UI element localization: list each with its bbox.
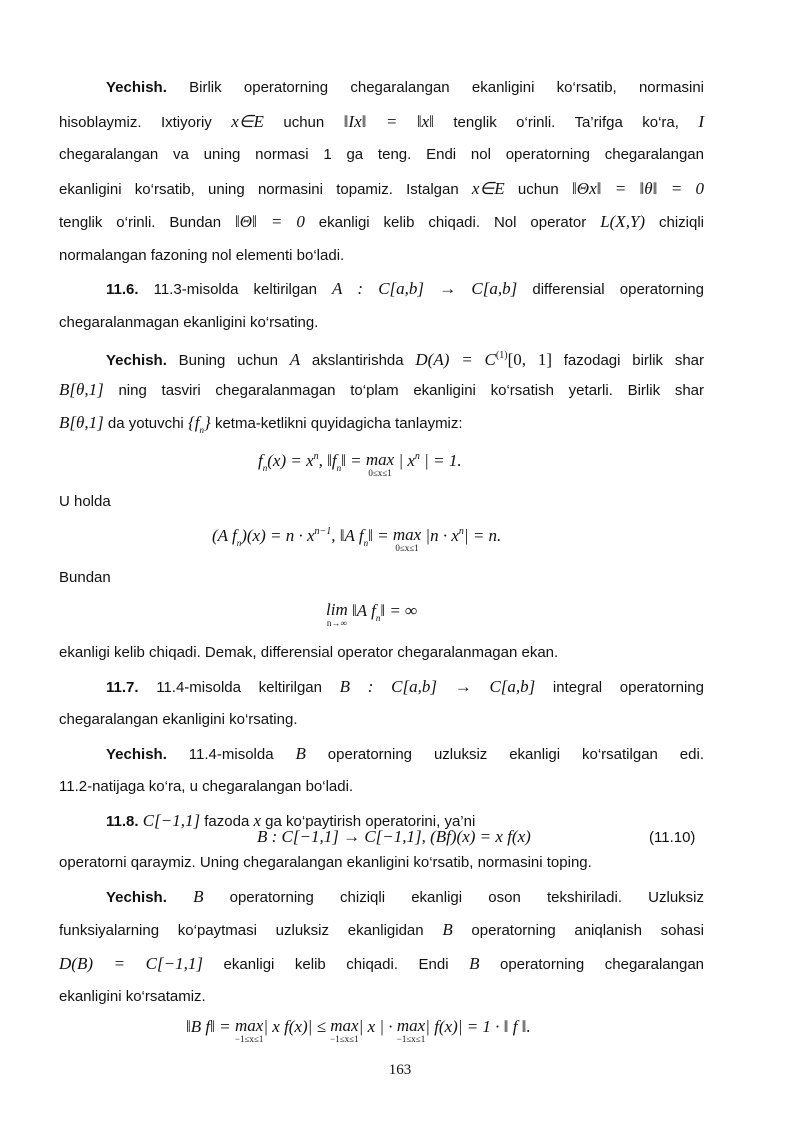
math: |n · x — [421, 526, 459, 545]
math-superscript: n−1 — [314, 526, 332, 537]
exercise-number: 11.6. — [106, 281, 139, 298]
paragraph-bundan — [59, 561, 704, 595]
text-line: Bundan — [59, 569, 111, 586]
math: ‖ = — [368, 526, 393, 545]
math: ‖B f‖ = — [186, 1017, 235, 1036]
math: lim — [326, 600, 348, 619]
math: ‖A f — [347, 601, 376, 620]
formula-11-10 — [257, 827, 531, 847]
math: B : C[a,b] → C[a,b] — [339, 676, 536, 696]
text: funksiyalarning ko‘paytmasi uzluksiz ekanligidan — [59, 922, 443, 939]
math: [0, 1] — [507, 350, 552, 369]
solution-label: Yechish. — [106, 888, 167, 906]
text: ning tasviri chegaralanmagan to‘plam ekanligini ko‘rsatish yetarli. Birlik shar — [103, 381, 704, 399]
math: x∈E — [231, 111, 264, 131]
solution-label: Yechish. — [106, 352, 167, 369]
math-limit: −1≤x≤1 — [396, 1034, 426, 1044]
math: B — [295, 743, 306, 763]
math-superscript: n — [414, 451, 420, 462]
math-superscript: n — [458, 526, 464, 537]
text: differensial operatorning — [517, 281, 704, 298]
formula-fn-definition — [258, 451, 462, 478]
math: B — [193, 886, 204, 906]
math-limit: 0≤x≤1 — [395, 543, 419, 553]
math-superscript: (1) — [495, 350, 508, 361]
text-line: chegaralangan ekanligini ko‘rsating. — [59, 711, 298, 728]
text-line: operatorni qaraymiz. Uning chegaralangan ekanligini ko‘rsatib, normasini toping. — [59, 854, 592, 871]
math: , ‖f — [318, 451, 337, 470]
math-subscript: n — [262, 463, 268, 473]
math: | = n. — [463, 526, 502, 545]
math: max — [330, 1016, 359, 1035]
text: ketma-ketlikni quyidagicha tanlaymiz: — [210, 415, 463, 432]
text: akslantirishda — [300, 352, 416, 369]
exercise-number: 11.8. — [106, 812, 139, 830]
math: B — [442, 920, 453, 939]
math-subscript: n — [336, 463, 342, 473]
math: max — [234, 1016, 264, 1035]
paragraph-uholda — [59, 485, 704, 519]
math: (x) = x — [267, 451, 314, 470]
math: | = 1. — [419, 451, 462, 470]
text: operatorning aniqlanish sohasi — [452, 922, 704, 939]
text: 11.4-misolda keltirilgan — [138, 678, 340, 696]
text: operatorning chiziqli ekanligi oson tekshiriladi. Uzluksiz — [203, 888, 705, 906]
math: {f — [187, 413, 200, 432]
math-subscript: n — [375, 613, 381, 623]
math-limit: n→∞ — [326, 618, 347, 628]
text: Birlik operatorning chegaralangan ekanligini ko‘rsatib, normasini — [166, 79, 704, 96]
paragraph-solution-11-8 — [59, 846, 704, 1014]
max-operator — [330, 1017, 358, 1044]
text-line: ekanligini ko‘rsatamiz. — [59, 988, 206, 1005]
math: D(B) = C[−1,1] — [59, 953, 203, 973]
text: ekanligi kelib chiqadi. Nol operator — [304, 214, 601, 231]
math: | x — [394, 451, 415, 470]
math: ‖Θx‖ = ‖θ‖ = 0 — [572, 178, 704, 198]
formula-afn — [212, 526, 501, 553]
text: tenglik o‘rinli. Ta’rifga ko‘ra, — [433, 113, 699, 131]
solution-label: Yechish. — [106, 745, 167, 763]
math: ‖ = ∞ — [380, 601, 418, 620]
math: x∈E — [471, 178, 505, 198]
math: max — [392, 525, 422, 544]
math: C[−1,1] — [138, 810, 201, 830]
max-operator — [393, 526, 421, 553]
math: D(A) = C — [415, 350, 496, 369]
math: B — [469, 953, 480, 973]
text-line: 11.2-natijaga ko‘ra, u chegaralangan bo‘ladi. — [59, 778, 354, 795]
math: , ‖A f — [331, 526, 364, 545]
lim-operator — [326, 601, 348, 628]
text: uchun — [263, 113, 344, 131]
max-operator — [235, 1017, 263, 1044]
text: ekanligi kelib chiqadi. Endi — [202, 955, 470, 973]
max-operator — [366, 451, 394, 478]
math: f — [258, 451, 263, 470]
math: L(X,Y) — [600, 212, 646, 231]
math: | x f(x)| ≤ — [263, 1017, 331, 1036]
math: B : C[−1,1] → C[−1,1], (Bf)(x) = x f(x) — [257, 827, 531, 846]
text: uchun — [504, 180, 573, 198]
math: ‖ = — [341, 451, 366, 470]
text: integral operatorning — [535, 678, 704, 696]
formula-limit — [326, 601, 417, 628]
math: (A f — [212, 526, 237, 545]
text: operatorning uzluksiz ekanligi ko‘rsatilgan edi. — [305, 745, 704, 763]
text-line: normalangan fazoning nol elementi bo‘ladi. — [59, 246, 345, 264]
text: operatorning chegaralangan — [479, 955, 705, 973]
math: B[θ,1] — [59, 413, 104, 432]
solution-label: Yechish. — [106, 79, 167, 96]
math: )(x) = n · x — [241, 526, 315, 545]
math-subscript: n — [236, 538, 242, 548]
math-subscript: n — [363, 538, 369, 548]
max-operator — [397, 1017, 425, 1044]
math: max — [365, 450, 395, 469]
math: x — [253, 810, 262, 830]
math-limit: 0≤x≤1 — [368, 468, 392, 478]
math: A — [289, 350, 301, 369]
text: hisoblaymiz. Ixtiyoriy — [59, 113, 232, 131]
math-superscript: n — [313, 451, 319, 462]
equation-number: (11.10) — [649, 829, 696, 846]
math: I — [698, 111, 704, 131]
formula-norm-bf — [186, 1017, 531, 1044]
math: max — [396, 1016, 426, 1035]
math: | f(x)| = 1 · ‖ f ‖. — [425, 1017, 531, 1036]
math: | x | · — [358, 1017, 397, 1036]
text-line: chegaralanmagan ekanligini ko‘rsating. — [59, 313, 319, 331]
text: 11.3-misolda keltirilgan — [138, 281, 333, 298]
math-limit: −1≤x≤1 — [234, 1034, 264, 1044]
text-line: chegaralangan va uning normasi 1 ga teng. Endi nol operatorning chegaralangan — [59, 146, 704, 163]
math: A : C[a,b] → C[a,b] — [332, 279, 518, 298]
text: da yotuvchi — [103, 415, 188, 432]
page-number: 163 — [388, 1062, 412, 1078]
text: 11.4-misolda — [166, 745, 296, 763]
text: tenglik o‘rinli. Bundan — [59, 214, 236, 231]
text: ekanligini ko‘rsatib, uning normasini topamiz. Istalgan — [59, 180, 472, 198]
math-limit: −1≤x≤1 — [330, 1034, 359, 1044]
paragraph-exercises — [59, 636, 704, 837]
text-line: ekanligi kelib chiqadi. Demak, differensial operator chegaralanmagan ekan. — [59, 644, 559, 661]
exercise-number: 11.7. — [106, 678, 139, 696]
text: Buning uchun — [166, 352, 290, 369]
math-subscript: n — [199, 425, 204, 435]
math: ‖Ix‖ = ‖x‖ — [343, 111, 434, 131]
math: } — [203, 413, 211, 432]
text: chiziqli — [645, 214, 704, 231]
text: fazoda — [200, 812, 254, 830]
text: fazodagi birlik shar — [551, 352, 705, 369]
paragraph-identity-operator — [59, 71, 704, 440]
text: ga ko‘paytirish operatorini, ya’ni — [261, 812, 476, 830]
math: ‖Θ‖ = 0 — [235, 212, 305, 231]
math: B[θ,1] — [59, 379, 104, 399]
text-line: U holda — [59, 493, 111, 510]
